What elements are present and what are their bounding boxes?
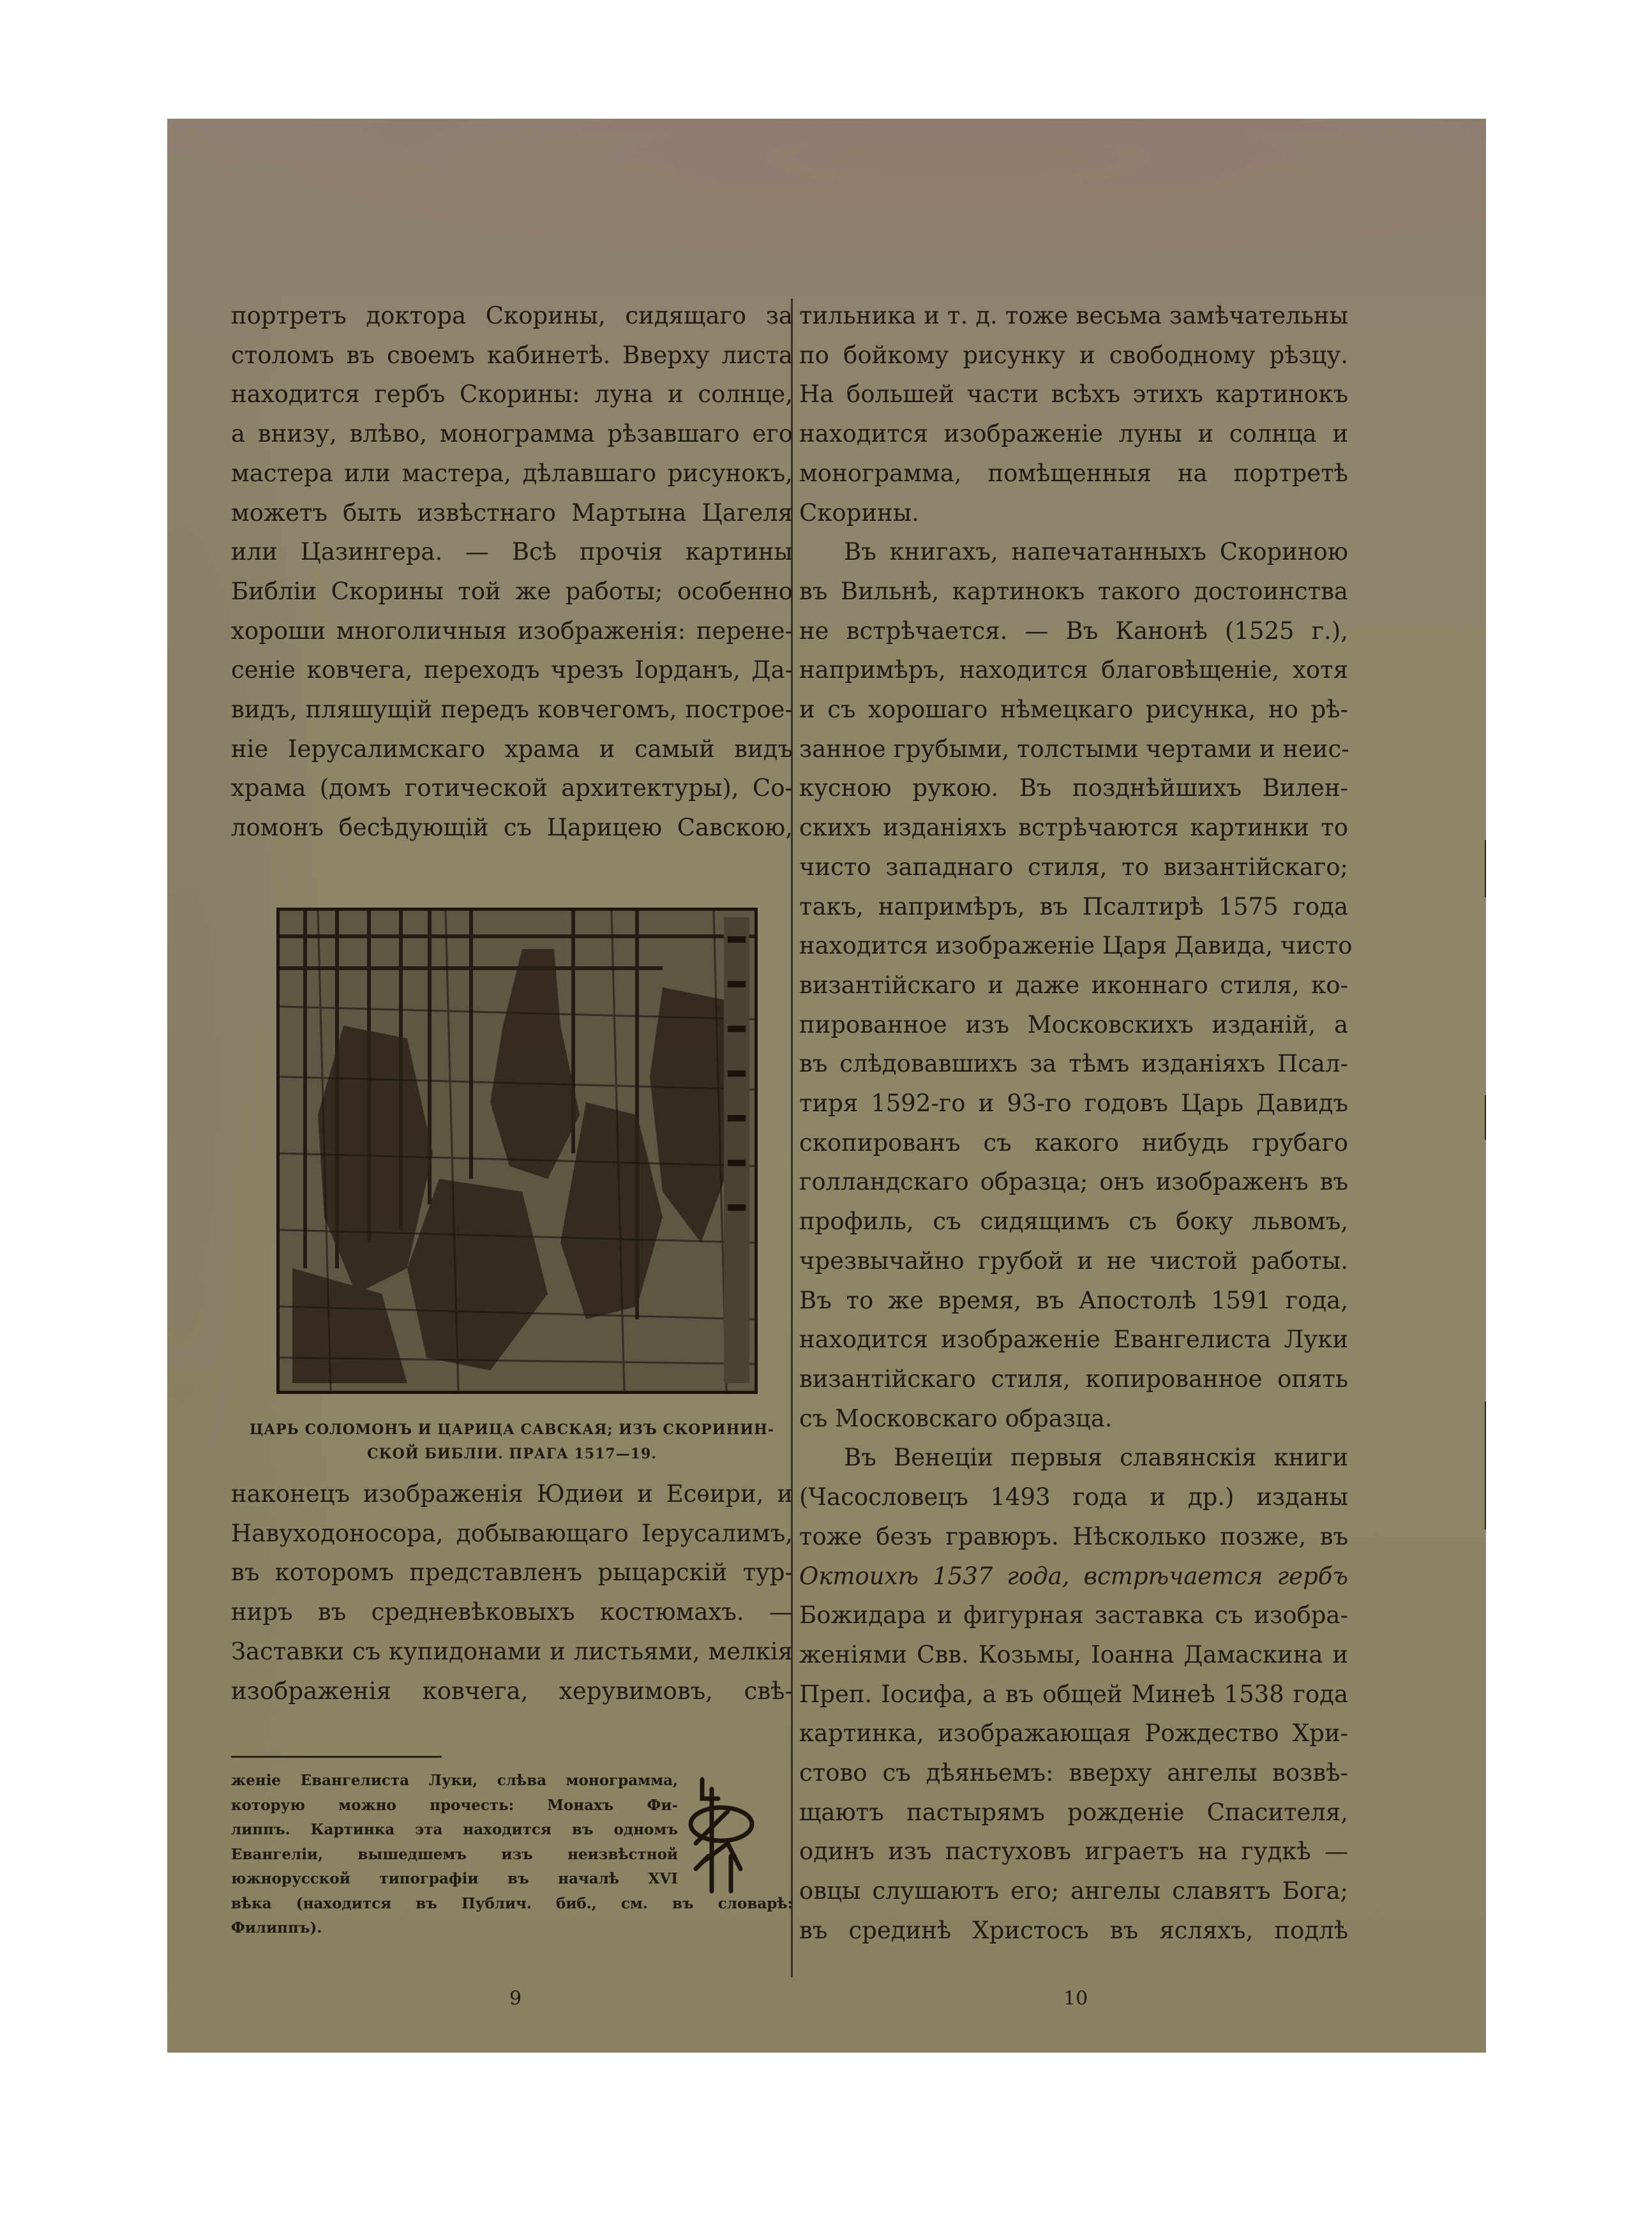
figure-caption — [231, 1418, 793, 1466]
text-line: Заставки съ купидонами и листьями, мелкія — [231, 1637, 793, 1665]
text-line: столомъ въ своемъ кабинетѣ. Вверху листа — [231, 341, 793, 369]
text-line: Въ Венеціи первыя славянскія книги — [844, 1444, 1348, 1472]
text-line: хороши многоличныя изображенія: перене- — [231, 617, 793, 645]
text-line: щаютъ пастырямъ рожденіе Спасителя, — [799, 1798, 1348, 1826]
footnote-rule — [231, 1756, 442, 1758]
text-line: женіями Свв. Козьмы, Іоанна Дамаскина и — [799, 1640, 1348, 1668]
text-line: съ Московскаго образца. — [799, 1404, 1113, 1432]
text-line: профиль, съ сидящимъ съ боку львомъ, — [799, 1208, 1348, 1236]
left-column-lower-text — [231, 1474, 793, 1711]
text-line: Скорины. — [799, 498, 919, 527]
footnote-line: которую можно прочесть: Монахъ Фи- — [231, 1796, 678, 1814]
text-line: византійскаго стиля, копированное опять — [799, 1365, 1348, 1393]
text-line: чрезвычайно грубой и не чистой работы. — [799, 1247, 1348, 1275]
text-line: находится изображеніе Евангелиста Луки — [799, 1326, 1348, 1354]
text-line: въ слѣдовавшихъ за тѣмъ изданіяхъ Псал- — [799, 1050, 1348, 1078]
page-number-right: 10 — [1063, 1988, 1088, 2010]
woodcut-drawing — [280, 911, 755, 1391]
text-line: тильника и т. д. тоже весьма замѣчательны — [799, 302, 1348, 329]
text-line: Въ книгахъ, напечатанныхъ Скориною — [844, 538, 1348, 566]
text-line: ниръ въ средневѣковыхъ костюмахъ. — — [231, 1598, 793, 1626]
text-line: монограмма, помѣщенныя на портретѣ — [799, 459, 1348, 487]
text-line: картинка, изображающая Рождество Хри- — [799, 1719, 1348, 1748]
text-line: стово съ дѣяньемъ: вверху ангелы возвѣ- — [799, 1759, 1348, 1787]
text-line: голландскаго образца; онъ изображенъ въ — [799, 1168, 1348, 1196]
text-line: такъ, напримѣръ, въ Псалтирѣ 1575 года — [799, 892, 1348, 920]
text-line: (Часословецъ 1493 года и др.) изданы — [799, 1483, 1348, 1511]
margin-marks — [1476, 297, 1486, 1574]
monogram-icon — [683, 1773, 760, 1901]
text-line: ломонъ бесѣдующій съ Царицею Савскою, — [231, 814, 793, 842]
caption-line: СКОЙ БИБЛІИ. ПРАГА 1517—19. — [367, 1446, 657, 1462]
text-line: На большей части всѣхъ этихъ картинокъ — [799, 380, 1348, 408]
text-line: кусною рукою. Въ позднѣйшихъ Вилен- — [799, 774, 1348, 802]
text-line: одинъ изъ пастуховъ играетъ на гудкѣ — — [799, 1838, 1348, 1866]
text-line: не встрѣчается. — Въ Канонѣ (1525 г.), — [799, 617, 1348, 645]
text-line: напримѣръ, находится благовѣщеніе, хотя — [799, 656, 1348, 684]
text-line: Божидара и фигурная заставка съ изобра- — [799, 1601, 1348, 1629]
text-line: мастера или мастера, дѣлавшаго рисунокъ, — [231, 459, 793, 487]
text-line: находится изображеніе луны и солнца и — [799, 420, 1348, 448]
page-number-left: 9 — [509, 1988, 522, 2010]
text-line: наконецъ изображенія Юдиѳи и Есѳири, и — [231, 1480, 793, 1508]
footnote-line: женіе Евангелиста Луки, слѣва монограмма, — [231, 1772, 678, 1789]
footnote-line: Филиппъ). — [231, 1919, 322, 1936]
footnote-line: Евангеліи, вышедшемъ изъ неизвѣстной — [231, 1845, 678, 1863]
text-line: овцы слушаютъ его; ангелы славятъ Бога; — [799, 1877, 1348, 1905]
text-line: можетъ быть извѣстнаго Мартына Цагеля — [231, 498, 793, 527]
text-line: тиря 1592-го и 93-го годовъ Царь Давидъ — [799, 1090, 1348, 1118]
text-line: портретъ доктора Скорины, сидящаго за — [231, 302, 793, 329]
text-line: или Цазингера. — Всѣ прочія картины — [231, 538, 793, 566]
text-line: пированное изъ Московскихъ изданій, а — [799, 1010, 1348, 1038]
text-line: Навуходоносора, добывающаго Іерусалимъ, — [231, 1519, 793, 1547]
left-column-text — [231, 296, 793, 848]
text-line: въ Вильнѣ, картинокъ такого достоинства — [799, 577, 1348, 605]
text-line: Преп. Іосифа, а въ общей Минеѣ 1538 года — [799, 1680, 1348, 1708]
text-line: и съ хорошаго нѣмецкаго рисунка, но рѣ- — [799, 696, 1348, 724]
text-line: находится гербъ Скорины: луна и солнце, — [231, 380, 793, 408]
text-line: въ которомъ представленъ рыцарскій тур- — [231, 1559, 793, 1587]
scanned-page — [167, 119, 1486, 2053]
text-line: скихъ изданіяхъ встрѣчаются картинки то — [799, 814, 1348, 842]
text-line: по бойкому рисунку и свободному рѣзцу. — [799, 341, 1348, 369]
text-line: Въ то же время, въ Апостолѣ 1591 года, — [799, 1286, 1348, 1314]
right-column-text — [799, 296, 1353, 1951]
text-line: византійскаго и даже иконнаго стиля, ко- — [799, 971, 1348, 999]
text-line: ніе Іерусалимскаго храма и самый видъ — [231, 735, 793, 763]
text-line: занное грубыми, толстыми чертами и неис- — [799, 735, 1349, 763]
footnote-line: вѣка (находится въ Публич. биб., см. въ словарѣ: — [231, 1894, 793, 1912]
text-line: въ срединѣ Христосъ въ ясляхъ, подлѣ — [799, 1916, 1348, 1944]
woodcut-illustration — [276, 908, 758, 1394]
text-line: Библіи Скорины той же работы; особенно — [231, 577, 793, 605]
text-line: а внизу, влѣво, монограмма рѣзавшаго его — [231, 420, 793, 448]
text-line: чисто западнаго стиля, то византійскаго; — [799, 853, 1348, 881]
text-line: сеніе ковчега, переходъ чрезъ Іорданъ, Да- — [231, 656, 793, 684]
text-line: находится изображеніе Царя Давида, чисто — [799, 932, 1353, 960]
caption-line: ЦАРЬ СОЛОМОНЪ И ЦАРИЦА САВСКАЯ; ИЗЪ СКОРИНИН- — [249, 1421, 775, 1438]
footnote-line: южнорусской типографіи въ началѣ XVI — [231, 1870, 678, 1887]
text-line: изображенія ковчега, херувимовъ, свѣ- — [231, 1677, 793, 1705]
text-line: тоже безъ гравюръ. Нѣсколько позже, въ — [799, 1522, 1348, 1550]
text-line: видъ, пляшущій передъ ковчегомъ, построе- — [231, 696, 793, 724]
text-line: храма (домъ готической архитектуры), Со- — [231, 774, 793, 802]
text-line: Октоихѣ 1537 года, встрѣчается гербъ — [799, 1562, 1348, 1590]
text-line: скопированъ съ какого нибудь грубаго — [799, 1128, 1348, 1157]
footnote-line: липпъ. Картинка эта находится въ одномъ — [231, 1821, 678, 1838]
